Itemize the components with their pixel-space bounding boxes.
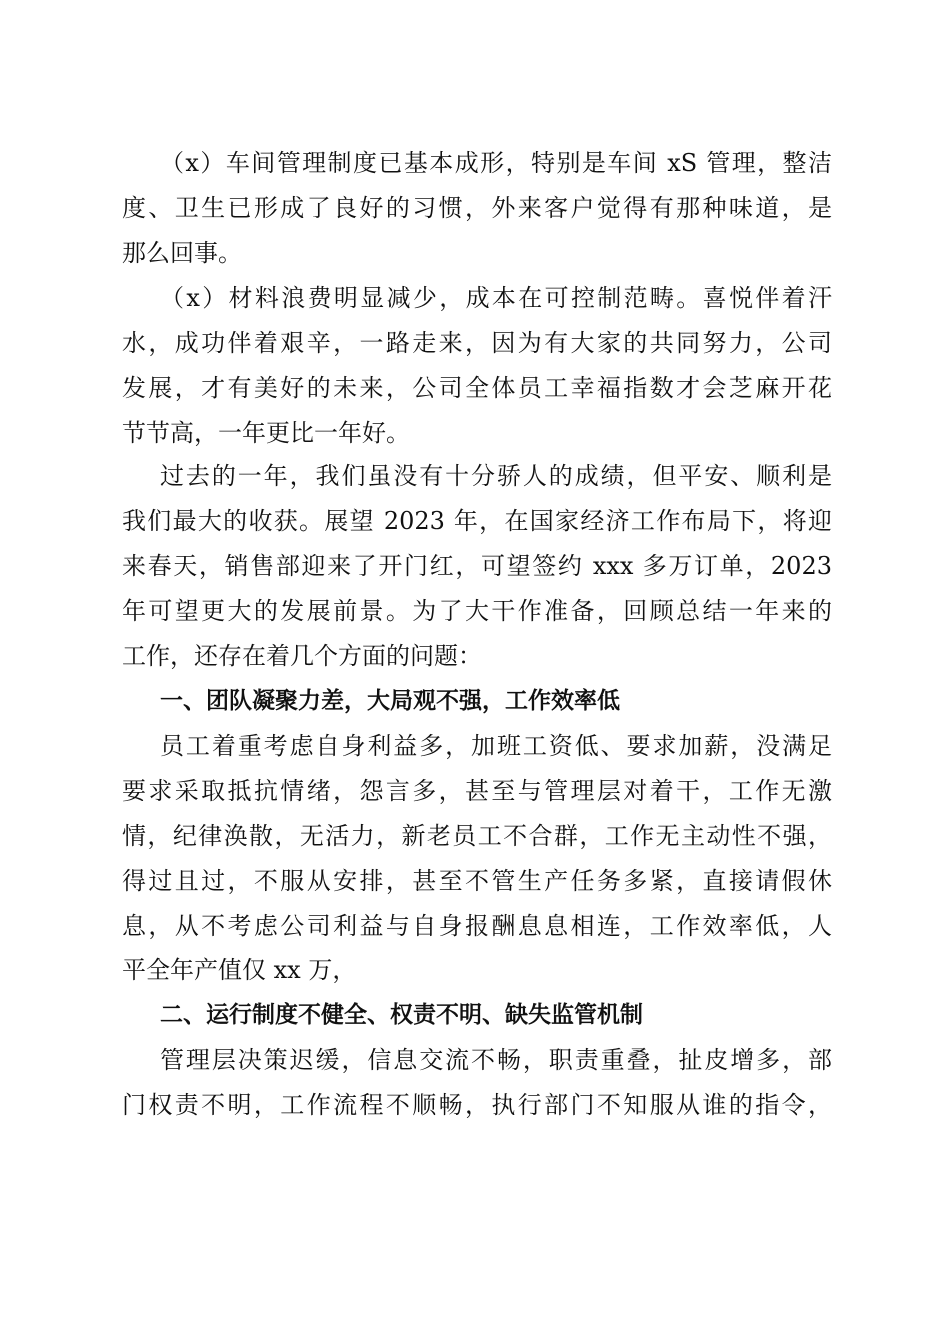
paragraph-1-line-3: 那么回事。 bbox=[122, 239, 242, 267]
paragraph-2-line-3: 发展，才有美好的未来，公司全体员工幸福指数才会芝麻开花 bbox=[122, 374, 832, 402]
paragraph-3-line-2: 我们最大的收获。展望 2023 年，在国家经济工作布局下，将迎 bbox=[122, 507, 832, 535]
paragraph-3-line-1: 过去的一年，我们虽没有十分骄人的成绩，但平安、顺利是 bbox=[160, 462, 832, 490]
paragraph-5-line-2: 门权责不明，工作流程不顺畅，执行部门不知服从谁的指令， bbox=[122, 1091, 832, 1119]
paragraph-2-line-2: 水，成功伴着艰辛，一路走来，因为有大家的共同努力，公司 bbox=[122, 329, 832, 357]
paragraph-2-line-4: 节节高，一年更比一年好。 bbox=[122, 419, 410, 447]
paragraph-4-line-1: 员工着重考虑自身利益多，加班工资低、要求加薪，没满足 bbox=[160, 732, 832, 760]
paragraph-5-line-1: 管理层决策迟缓，信息交流不畅，职责重叠，扯皮增多，部 bbox=[160, 1046, 832, 1074]
paragraph-2-line-1: （x）材料浪费明显减少，成本在可控制范畴。喜悦伴着汗 bbox=[160, 284, 832, 312]
paragraph-4-line-6: 平全年产值仅 xx 万， bbox=[122, 956, 357, 984]
paragraph-4-line-4: 得过且过，不服从安排，甚至不管生产任务多紧，直接请假休 bbox=[122, 867, 832, 895]
paragraph-1-line-2: 度、卫生已形成了良好的习惯，外来客户觉得有那种味道，是 bbox=[122, 194, 832, 222]
paragraph-4-line-3: 情，纪律涣散，无活力，新老员工不合群，工作无主动性不强， bbox=[122, 822, 832, 850]
section-heading-2: 二、运行制度不健全、权责不明、缺失监管机制 bbox=[160, 1002, 643, 1028]
paragraph-4-line-5: 息，从不考虑公司利益与自身报酬息息相连，工作效率低，人 bbox=[122, 912, 832, 940]
paragraph-3-line-4: 年可望更大的发展前景。为了大干作准备，回顾总结一年来的 bbox=[122, 597, 832, 625]
paragraph-3-line-3: 来春天，销售部迎来了开门红，可望签约 xxx 多万订单，2023 bbox=[122, 552, 832, 580]
paragraph-4-line-2: 要求采取抵抗情绪，怨言多，甚至与管理层对着干，工作无激 bbox=[122, 777, 832, 805]
section-heading-1: 一、团队凝聚力差，大局观不强，工作效率低 bbox=[160, 688, 620, 714]
paragraph-3-line-5: 工作，还存在着几个方面的问题： bbox=[122, 642, 482, 670]
paragraph-1-line-1: （x）车间管理制度已基本成形，特别是车间 xS 管理，整洁 bbox=[160, 149, 832, 177]
